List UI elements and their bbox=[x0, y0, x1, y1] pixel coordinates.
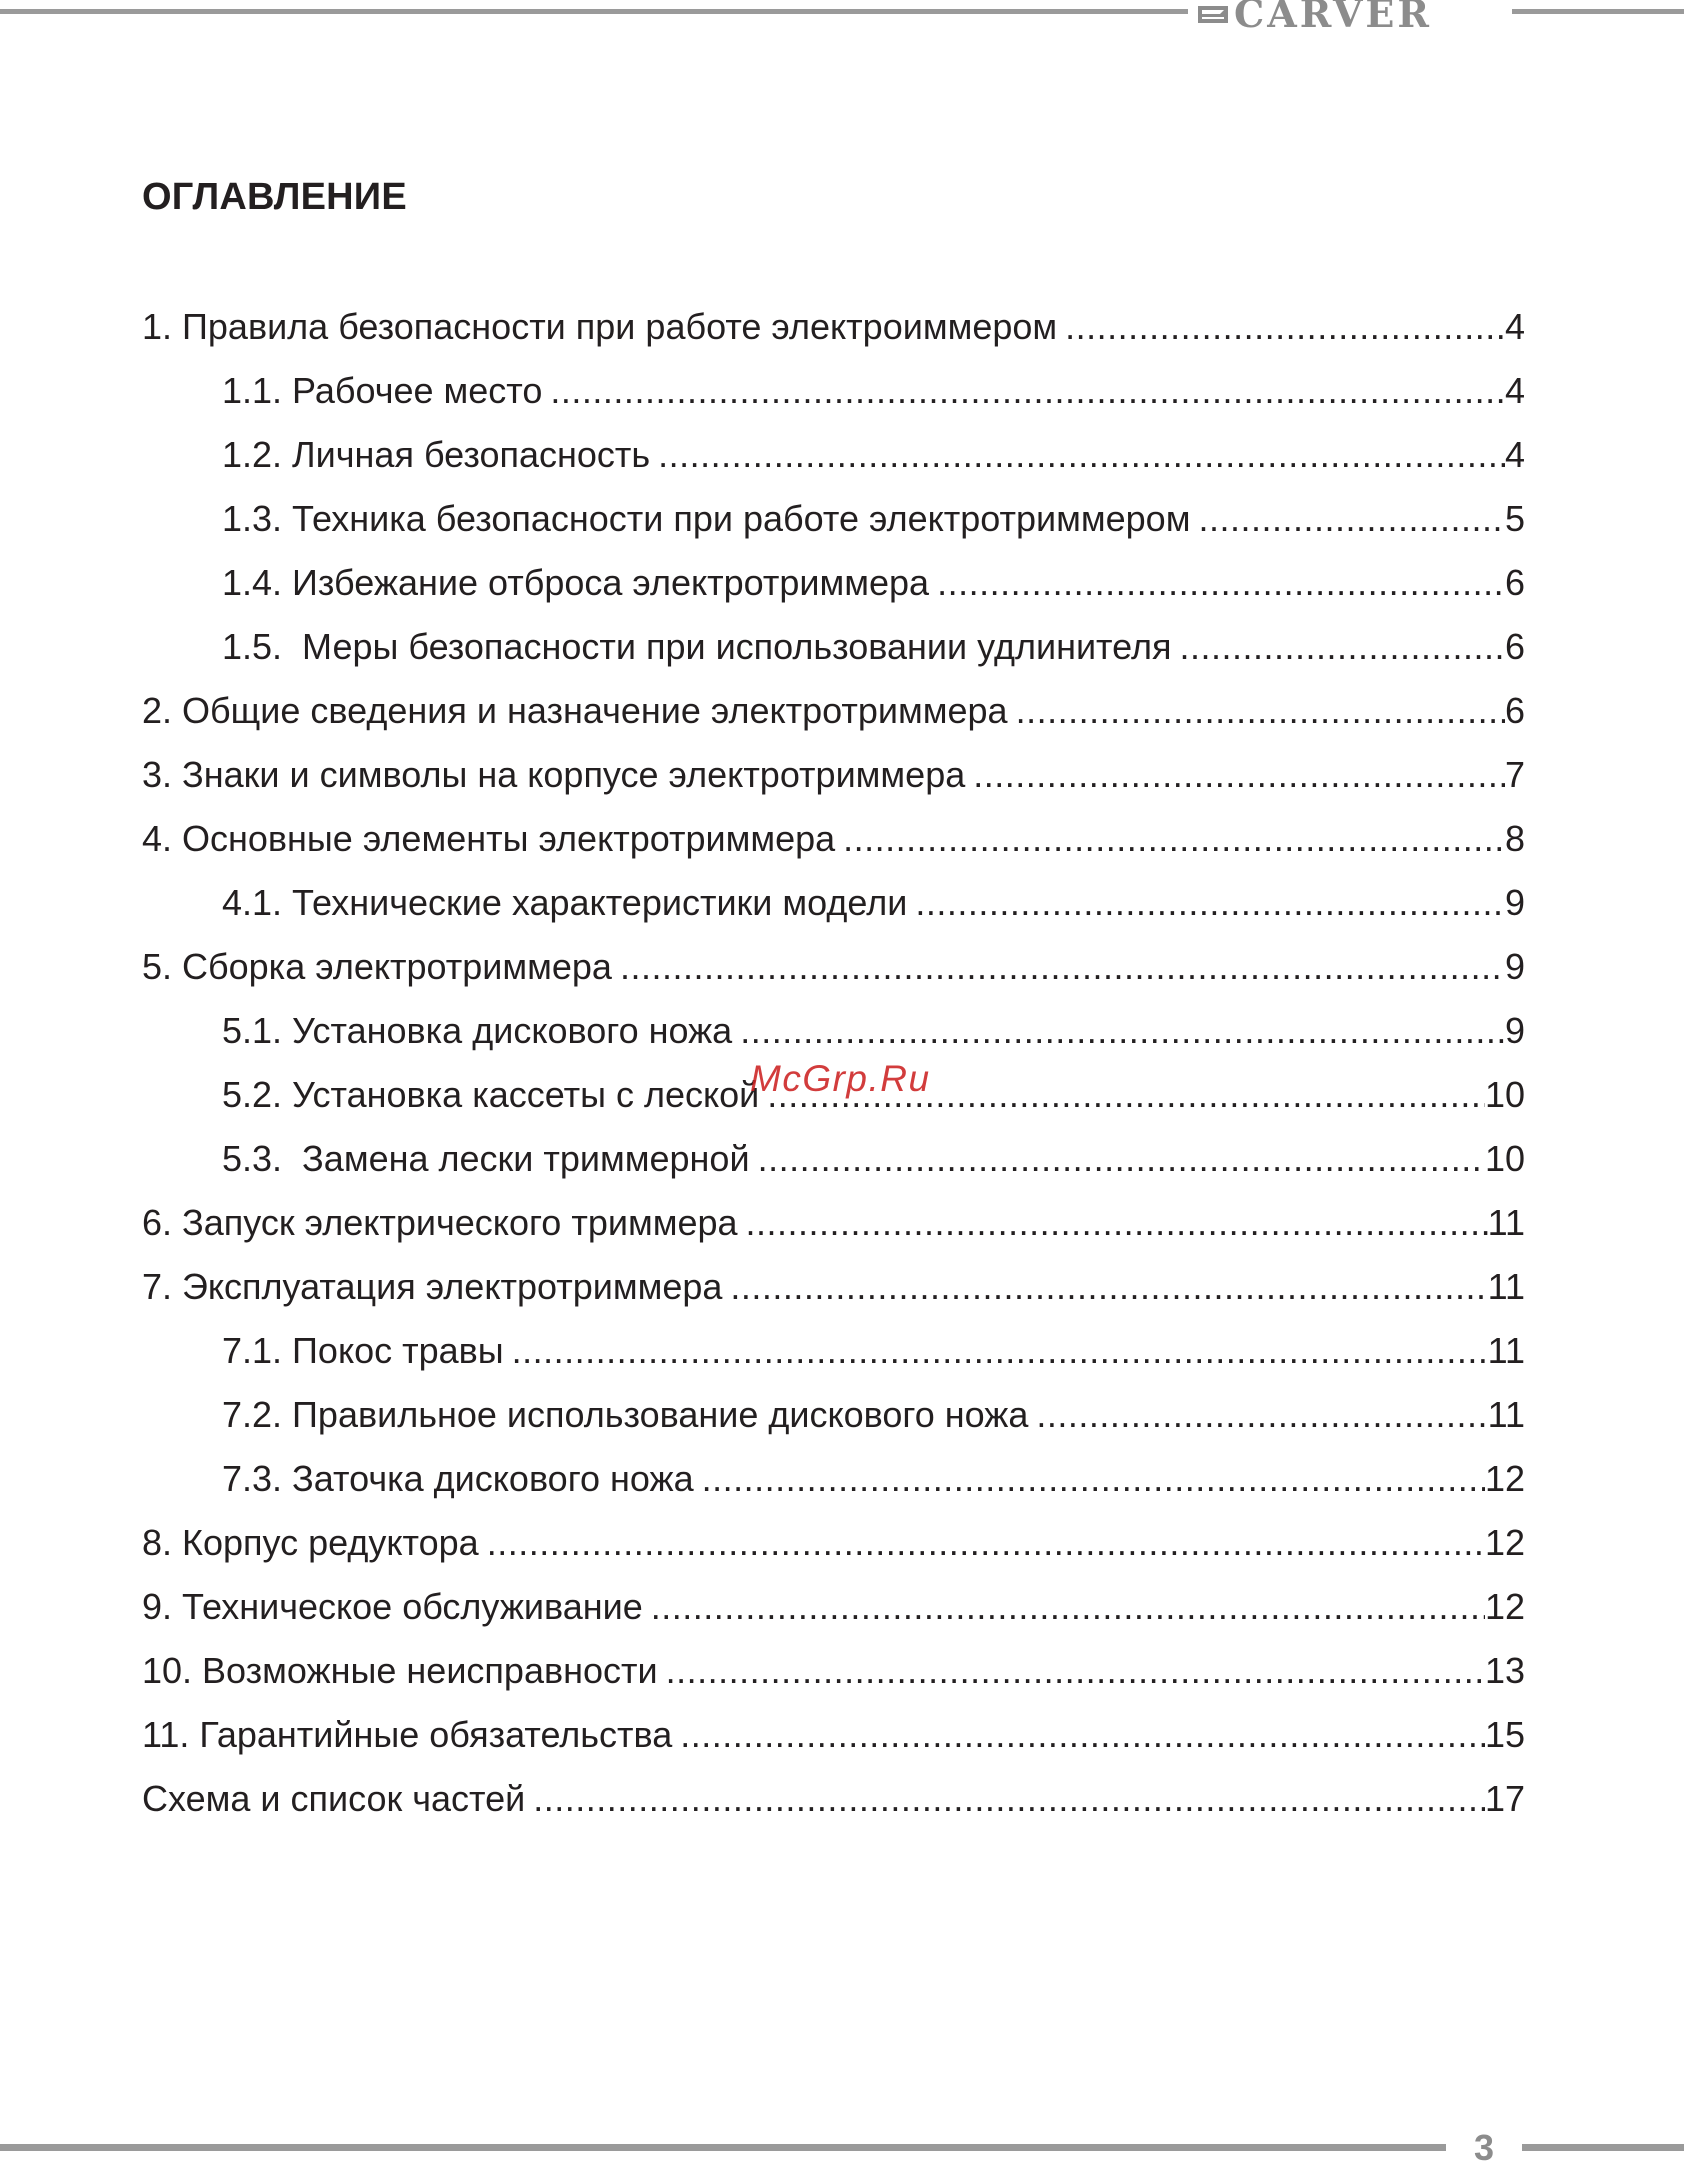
carver-logo-icon bbox=[1198, 3, 1228, 25]
toc-dot-leader bbox=[666, 1647, 1485, 1695]
toc-entry-page: 5 bbox=[1504, 498, 1525, 539]
toc-entry-label: 2. Общие сведения и назначение электротриммера bbox=[142, 690, 1008, 731]
toc-entry[interactable] bbox=[142, 1647, 1525, 1711]
toc-entry-page: 12 bbox=[1484, 1522, 1525, 1563]
page-number: 3 bbox=[1473, 2127, 1495, 2168]
toc-dot-leader bbox=[1016, 687, 1505, 735]
footer-rule-right bbox=[1522, 2144, 1684, 2151]
toc-entry-label: 1.3. Техника безопасности при работе электротриммером bbox=[222, 498, 1191, 539]
toc-entry-page: 11 bbox=[1487, 1330, 1525, 1371]
footer-rule-left bbox=[0, 2144, 1446, 2151]
toc-entry[interactable] bbox=[142, 751, 1525, 815]
toc-entry[interactable] bbox=[142, 1391, 1525, 1455]
toc-entry-page: 9 bbox=[1504, 882, 1525, 923]
toc-dot-leader bbox=[487, 1519, 1485, 1567]
toc-entry-label: 5. Сборка электротриммера bbox=[142, 946, 612, 987]
toc-entry[interactable] bbox=[142, 559, 1525, 623]
toc-entry-page: 17 bbox=[1484, 1778, 1525, 1819]
toc-entry[interactable] bbox=[142, 623, 1525, 687]
toc-entry-label: 1. Правила безопасности при работе электроиммером bbox=[142, 306, 1058, 347]
toc-entry-label: 1.5. Меры безопасности при использовании удлинителя bbox=[222, 626, 1172, 667]
toc-entry[interactable] bbox=[142, 367, 1525, 431]
toc-entry-page: 7 bbox=[1504, 754, 1525, 795]
toc-entry-page: 13 bbox=[1484, 1650, 1525, 1691]
toc-entry[interactable] bbox=[142, 687, 1525, 751]
toc-entry[interactable] bbox=[142, 495, 1525, 559]
toc-entry-page: 11 bbox=[1487, 1394, 1525, 1435]
toc-entry-label: 1.2. Личная безопасность bbox=[222, 434, 651, 475]
toc-entry[interactable] bbox=[142, 879, 1525, 943]
toc-entry[interactable] bbox=[142, 815, 1525, 879]
toc-dot-leader bbox=[702, 1455, 1485, 1503]
toc-dot-leader bbox=[937, 559, 1505, 607]
toc-entry-label: 1.1. Рабочее место bbox=[222, 370, 543, 411]
header-rule-right bbox=[1512, 9, 1684, 14]
toc-entry[interactable] bbox=[142, 1327, 1525, 1391]
toc-title: ОГЛАВЛЕНИЕ bbox=[142, 176, 407, 218]
toc-entry-page: 9 bbox=[1504, 1010, 1525, 1051]
toc-dot-leader bbox=[915, 879, 1505, 927]
toc-entry-label: 10. Возможные неисправности bbox=[142, 1650, 658, 1691]
toc-entry-label: 8. Корпус редуктора bbox=[142, 1522, 479, 1563]
toc-entry-page: 4 bbox=[1504, 370, 1525, 411]
toc-entry-label: 4.1. Технические характеристики модели bbox=[222, 882, 908, 923]
header-rule-left bbox=[0, 9, 1188, 14]
toc-dot-leader bbox=[758, 1135, 1485, 1183]
toc-dot-leader bbox=[680, 1711, 1485, 1759]
toc-entry-label: 1.4. Избежание отброса электротриммера bbox=[222, 562, 930, 603]
toc-dot-leader bbox=[550, 367, 1505, 415]
toc-entry-label: 7.2. Правильное использование дискового ножа bbox=[222, 1394, 1029, 1435]
toc-entry-label: 5.1. Установка дискового ножа bbox=[222, 1010, 733, 1051]
toc-entry[interactable] bbox=[142, 431, 1525, 495]
toc-entry-label: 7.1. Покос травы bbox=[222, 1330, 504, 1371]
toc-dot-leader bbox=[533, 1775, 1485, 1823]
toc-entry-page: 11 bbox=[1487, 1202, 1525, 1243]
toc-entry[interactable] bbox=[142, 943, 1525, 1007]
toc-entry-page: 6 bbox=[1504, 690, 1525, 731]
toc-entry[interactable] bbox=[142, 1135, 1525, 1199]
toc-entry[interactable] bbox=[142, 1263, 1525, 1327]
toc-entry-page: 4 bbox=[1504, 434, 1525, 475]
toc-entry[interactable] bbox=[142, 1199, 1525, 1263]
toc-entry-page: 11 bbox=[1487, 1266, 1525, 1307]
toc-dot-leader bbox=[620, 943, 1505, 991]
toc-dot-leader bbox=[730, 1263, 1487, 1311]
toc-entry[interactable] bbox=[142, 1583, 1525, 1647]
toc-entry-label: Схема и список частей bbox=[142, 1778, 526, 1819]
toc-entry-page: 15 bbox=[1484, 1714, 1525, 1755]
toc-dot-leader bbox=[1198, 495, 1505, 543]
toc-dot-leader bbox=[973, 751, 1505, 799]
toc-entry[interactable] bbox=[142, 303, 1525, 367]
toc-entry-label: 9. Техническое обслуживание bbox=[142, 1586, 643, 1627]
toc-entry-page: 12 bbox=[1484, 1586, 1525, 1627]
toc-dot-leader bbox=[651, 1583, 1485, 1631]
toc-entry-label: 5.2. Установка кассеты с леской bbox=[222, 1074, 760, 1115]
toc-entry[interactable] bbox=[142, 1711, 1525, 1775]
brand-logo bbox=[1198, 0, 1432, 36]
toc-entry-page: 10 bbox=[1484, 1138, 1525, 1179]
toc-dot-leader bbox=[740, 1007, 1505, 1055]
toc-entry-page: 12 bbox=[1484, 1458, 1525, 1499]
toc-entry[interactable] bbox=[142, 1455, 1525, 1519]
toc-entry-page: 9 bbox=[1504, 946, 1525, 987]
toc-entry-page: 6 bbox=[1504, 562, 1525, 603]
toc-dot-leader bbox=[658, 431, 1505, 479]
toc-entry-page: 4 bbox=[1504, 306, 1525, 347]
toc-dot-leader bbox=[843, 815, 1505, 863]
toc-entry-page: 8 bbox=[1504, 818, 1525, 859]
toc-entry-label: 5.3. Замена лески триммерной bbox=[222, 1138, 750, 1179]
brand-name: CARVER bbox=[1234, 0, 1432, 36]
toc-dot-leader bbox=[746, 1199, 1488, 1247]
toc-entry-label: 11. Гарантийные обязательства bbox=[142, 1714, 673, 1755]
toc-dot-leader bbox=[1036, 1391, 1487, 1439]
toc-entry-page: 6 bbox=[1504, 626, 1525, 667]
toc-dot-leader bbox=[512, 1327, 1488, 1375]
toc-entry-label: 3. Знаки и символы на корпусе электротриммера bbox=[142, 754, 966, 795]
toc-entry-label: 7.3. Заточка дискового ножа bbox=[222, 1458, 694, 1499]
toc-entry[interactable] bbox=[142, 1519, 1525, 1583]
toc-dot-leader bbox=[1179, 623, 1505, 671]
toc-entry-page: 10 bbox=[1484, 1074, 1525, 1115]
toc-entry-label: 4. Основные элементы электротриммера bbox=[142, 818, 836, 859]
toc-entry-label: 6. Запуск электрического триммера bbox=[142, 1202, 738, 1243]
watermark: McGrp.Ru bbox=[750, 1058, 931, 1099]
toc-entry-label: 7. Эксплуатация электротриммера bbox=[142, 1266, 723, 1307]
toc-entry[interactable] bbox=[142, 1775, 1525, 1839]
toc-dot-leader bbox=[1065, 303, 1505, 351]
